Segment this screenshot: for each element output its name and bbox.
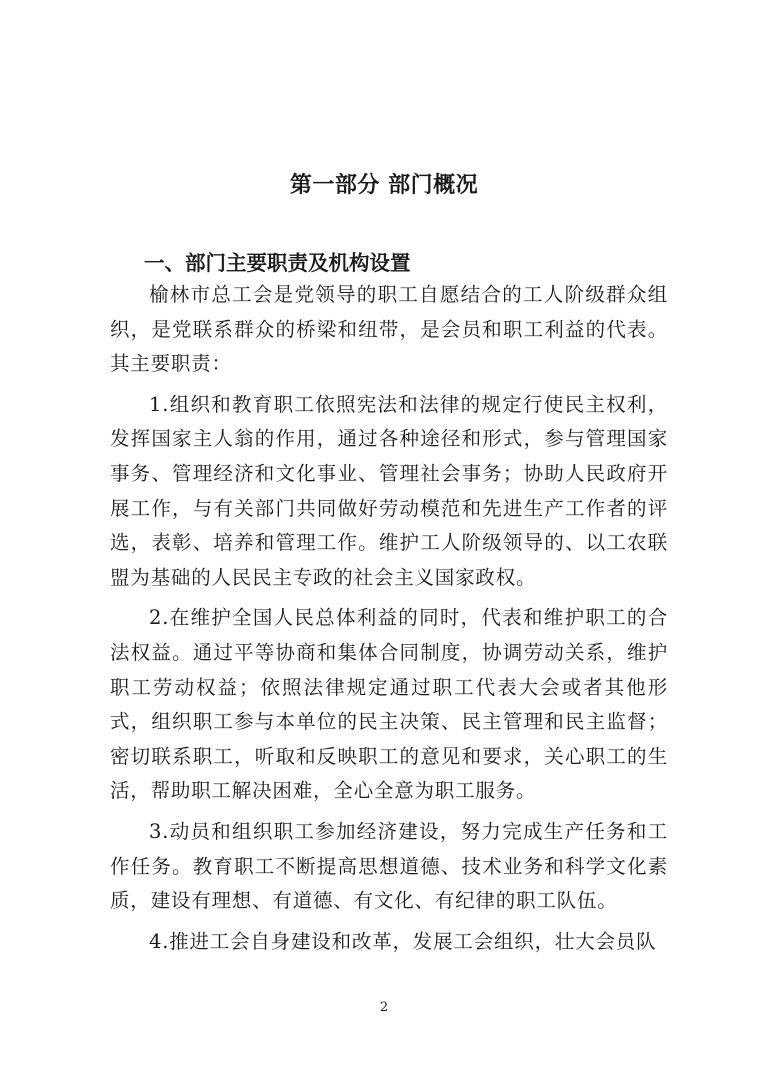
page-number: 2: [379, 1000, 389, 1015]
section-heading: 一、部门主要职责及机构设置: [144, 251, 411, 275]
document-body: [110, 278, 668, 959]
paragraph-duty-4: 4.推进工会自身建设和改革，发展工会组织，壮大会员队: [149, 929, 657, 953]
paragraph-duty-3: 3.动员和组织职工参加经济建设，努力完成生产任务和工作任务。教育职工不断提高思想道德、技术业务和科学文化素质，建设有理想、有道德、有文化、有纪律的职工队伍。: [110, 819, 668, 913]
paragraph-duty-2: 2.在维护全国人民总体利益的同时，代表和维护职工的合法权益。通过平等协商和集体合同制度，协调劳动关系，维护职工劳动权益；依照法律规定通过职工代表大会或者其他形式，组织职工参与本单位的民主决策、民主管理和民主监督；密切联系职工，听取和反映职工的意见和要求，关心职工的生活，帮助职工解决困难，全心全意为职工服务。: [110, 606, 668, 803]
paragraph-duty-1: 1.组织和教育职工依照宪法和法律的规定行使民主权利，发挥国家主人翁的作用，通过各种途径和形式，参与管理国家事务、管理经济和文化事业、管理社会事务；协助人民政府开展工作，与有关部门共同做好劳动模范和先进生产工作者的评选，表彰、培养和管理工作。维护工人阶级领导的、以工农联盟为基础的人民民主专政的社会主义国家政权。: [110, 392, 668, 589]
page-title: 第一部分 部门概况: [289, 172, 479, 198]
paragraph-intro: 榆林市总工会是党领导的职工自愿结合的工人阶级群众组织，是党联系群众的桥梁和纽带，是会员和职工利益的代表。其主要职责：: [110, 283, 668, 376]
